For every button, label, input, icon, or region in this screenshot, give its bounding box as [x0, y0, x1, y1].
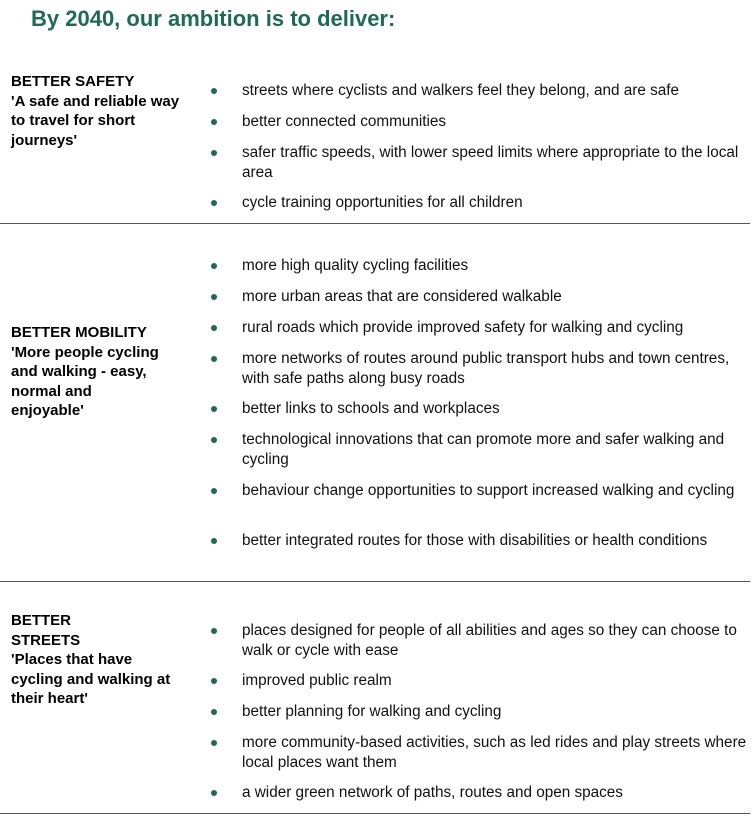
section-tagline: 'A safe and reliable way to travel for short journeys' — [11, 92, 180, 149]
bullet-icon — [211, 678, 217, 684]
bullet-text: better planning for walking and cycling — [242, 703, 502, 720]
section-tagline: 'More people cycling and walking - easy, normal and enjoyable' — [11, 343, 159, 419]
bullet-icon — [211, 740, 217, 746]
bullet-icon — [211, 790, 217, 796]
bullet-text: streets where cyclists and walkers feel they belong, and are safe — [242, 82, 680, 99]
bullet-icon — [211, 200, 217, 206]
bullet-text: better integrated routes for those with disabilities or health conditions — [242, 532, 708, 549]
bullet-text: more urban areas that are considered walkable — [242, 288, 562, 305]
section-heading: BETTER SAFETY — [11, 73, 135, 90]
section-label — [11, 72, 181, 150]
bullet-icon — [211, 538, 217, 544]
bullet-text: better connected communities — [242, 113, 447, 130]
bullet-text: improved public realm — [242, 672, 392, 689]
bullet-text: places designed for people of all abilities and ages so they can choose to walk or cycle with ease — [242, 622, 737, 659]
page-title: By 2040, our ambition is to deliver: — [31, 6, 396, 31]
bullet-icon — [211, 437, 217, 443]
bullet-text: better links to schools and workplaces — [242, 400, 500, 417]
bullet-text: cycle training opportunities for all children — [242, 194, 523, 211]
section-divider — [0, 813, 750, 814]
bullet-icon — [211, 119, 217, 125]
bullet-icon — [211, 628, 217, 634]
bullet-text: rural roads which provide improved safety for walking and cycling — [242, 319, 684, 336]
bullet-text: more community-based activities, such as led rides and play streets where local places want them — [242, 734, 747, 771]
bullet-text: more high quality cycling facilities — [242, 257, 469, 274]
bullet-icon — [211, 263, 217, 269]
bullet-icon — [211, 356, 217, 362]
section-label — [11, 611, 171, 709]
section-label — [11, 323, 161, 421]
bullet-icon — [211, 406, 217, 412]
section-divider — [0, 581, 750, 582]
section-heading: BETTER STREETS — [11, 612, 81, 649]
bullet-text: safer traffic speeds, with lower speed limits where appropriate to the local area — [242, 144, 739, 181]
section-tagline: 'Places that have cycling and walking at their heart' — [11, 651, 171, 707]
bullet-icon — [211, 294, 217, 300]
section-heading: BETTER MOBILITY — [11, 324, 147, 341]
bullet-text: more networks of routes around public transport hubs and town centres, with safe paths along busy roads — [242, 350, 730, 387]
bullet-text: technological innovations that can promote more and safer walking and cycling — [242, 431, 725, 468]
bullet-text: behaviour change opportunities to support increased walking and cycling — [242, 482, 735, 499]
bullet-icon — [211, 150, 217, 156]
bullet-icon — [211, 709, 217, 715]
bullet-icon — [211, 88, 217, 94]
bullet-icon — [211, 488, 217, 494]
bullet-text: a wider green network of paths, routes and open spaces — [242, 784, 623, 801]
bullet-icon — [211, 325, 217, 331]
section-divider — [0, 223, 750, 224]
